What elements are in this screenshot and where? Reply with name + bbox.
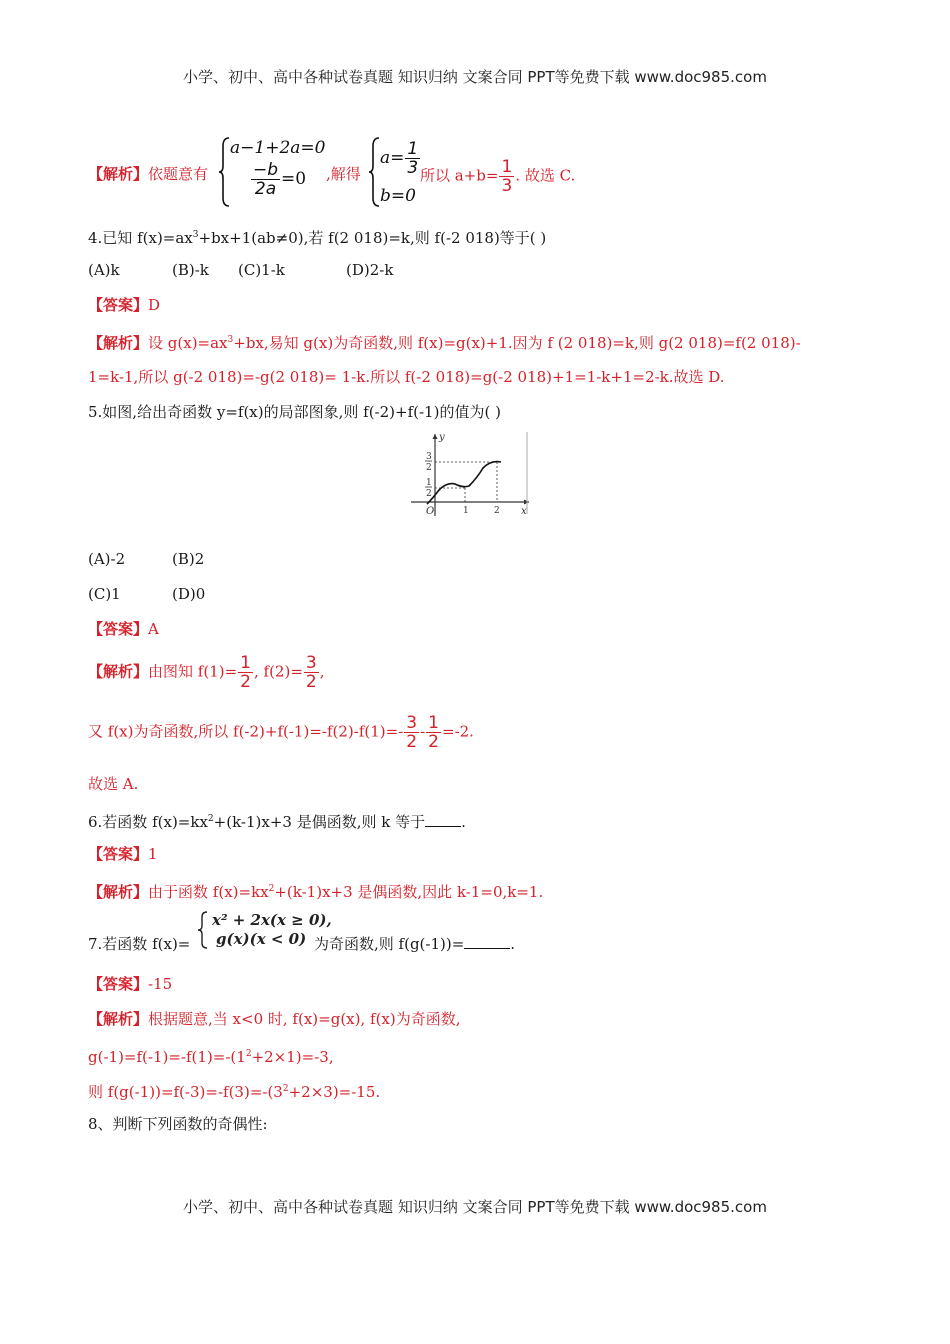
q3-sys2-row2: b=0: [380, 186, 416, 206]
q4-stem-sup: 3: [192, 230, 199, 240]
y-tick-1-den: 2: [426, 489, 432, 499]
q6-jiexi-b: +(k-1)x+3 是偶函数,因此 k-1=0,k=1.: [274, 883, 544, 901]
y-axis-arrow-icon: [433, 434, 438, 439]
q3-jiexi-text1: 依题意有: [148, 165, 209, 183]
q3-jiexi-text2: ,解得: [326, 165, 361, 183]
q7-stem-a: 7.若函数 f(x)=: [88, 935, 191, 953]
y-tick-3-num: 3: [426, 452, 432, 462]
q3-ans-den: 3: [501, 176, 513, 196]
q5-stem: 5.如图,给出奇函数 y=f(x)的局部图象,则 f(-2)+f(-1)的值为( ): [88, 403, 501, 421]
x-tick-1: 1: [463, 506, 469, 516]
q3-sys2-num: 1: [407, 139, 419, 159]
q3-sys1-row2: [250, 161, 306, 198]
q5-j2-f2-den: 2: [428, 732, 439, 752]
y-tick-1-num: 1: [426, 478, 432, 488]
y-axis-label: y: [439, 432, 445, 443]
q4-option-d: (D)2-k: [346, 261, 394, 279]
q7-jiexi2-a: g(-1)=f(-1)=-f(1)=-(1: [88, 1048, 246, 1066]
q3-jiexi-tag: 【解析】: [88, 165, 149, 183]
q7-jiexi2-b: +2×1)=-3,: [251, 1048, 334, 1066]
q3-text4: . 故选 C.: [515, 166, 576, 185]
q7-stem-b-text: 为奇函数,则 f(g(-1))=: [314, 935, 465, 953]
q4-option-b: (B)-k: [172, 261, 209, 279]
q4-stem-b: +bx+1(ab≠0),若 f(2 018)=k,则 f(-2 018)等于( ): [198, 229, 547, 247]
q5-option-a: (A)-2: [88, 550, 126, 568]
q6-answer: [88, 844, 158, 864]
q7-jiexi3-sup: 2: [282, 1084, 289, 1094]
q5-j2-f2-num: 1: [428, 713, 439, 733]
q4-jiexi1-a: 设 g(x)=ax: [148, 334, 228, 352]
q4-stem: [88, 225, 546, 248]
q6-jiexi-a: 由于函数 f(x)=kx: [148, 883, 269, 901]
q7-answer-value: -15: [148, 975, 173, 993]
q5-j2-f1-den: 2: [406, 732, 418, 752]
q7-answer: [88, 974, 172, 994]
q7-jiexi3-a: 则 f(g(-1))=f(-3)=-f(3)=-(3: [88, 1083, 283, 1101]
q3-sys1-rhs: =0: [281, 169, 307, 189]
q5-analysis-line2: [88, 714, 474, 751]
q3-ans-num: 1: [501, 157, 513, 177]
q5-answer: [88, 619, 159, 639]
q4-analysis-line1: [88, 330, 801, 353]
q5-answer-tag: 【答案】: [88, 620, 149, 638]
q6-answer-tag: 【答案】: [88, 845, 149, 863]
q5-j1-c: ,: [319, 662, 325, 681]
q5-j1-f2-den: 2: [305, 672, 317, 692]
q7-jiexi3-b: +2×3)=-15.: [288, 1083, 381, 1101]
q7-analysis-line2: [88, 1044, 334, 1067]
q6-stem-b: +(k-1)x+3 是偶函数,则 k 等于: [213, 813, 426, 831]
q5-j2-mid: -: [420, 722, 426, 741]
q3-sys2-den: 3: [407, 158, 419, 178]
q6-stem-a: 6.若函数 f(x)=kx: [88, 813, 208, 831]
q5-function-graph: [405, 428, 533, 518]
q6-answer-blank[interactable]: [425, 812, 461, 827]
q4-answer: [88, 295, 160, 315]
left-brace-icon: [196, 910, 210, 950]
q5-option-b: (B)2: [172, 550, 205, 568]
q5-j1-f2-num: 3: [305, 653, 317, 673]
q7-jiexi1: 根据题意,当 x<0 时, f(x)=g(x), f(x)为奇函数,: [148, 1010, 461, 1028]
q7-answer-blank[interactable]: [464, 934, 510, 949]
q4-answer-value: D: [148, 296, 161, 314]
x-tick-2: 2: [494, 506, 500, 516]
q7-jiexi2-sup: 2: [245, 1049, 252, 1059]
q5-j1-f1-num: 1: [240, 653, 251, 673]
page-header: 小学、初中、高中各种试卷真题 知识归纳 文案合同 PPT等免费下载 www.doc985.com: [183, 68, 767, 86]
q7-analysis-line3: [88, 1079, 380, 1102]
q5-jiexi-tag: 【解析】: [88, 662, 149, 681]
q5-j1-f1-den: 2: [240, 672, 251, 692]
q6-stem: [88, 809, 466, 832]
page-footer: 小学、初中、高中各种试卷真题 知识归纳 文案合同 PPT等免费下载 www.doc985.com: [183, 1198, 767, 1216]
q5-j1-a: 由图知 f(1)=: [148, 662, 238, 681]
function-curve: [427, 462, 501, 504]
q5-j1-b: , f(2)=: [253, 662, 303, 681]
q5-option-d: (D)0: [172, 585, 206, 603]
q4-analysis-line2: 1=k-1,所以 g(-2 018)=-g(2 018)= 1-k.所以 f(-2 018)=g(-2 018)+1=1-k+1=2-k.故选 D.: [88, 368, 725, 386]
q3-text3: 所以 a+b=: [420, 166, 499, 185]
q7-answer-tag: 【答案】: [88, 975, 149, 993]
q5-j2-f1-num: 3: [406, 713, 418, 733]
q4-jiexi1-b: +bx,易知 g(x)为奇函数,则 f(x)=g(x)+1.因为 f (2 018)=k,则 g(2 018)=f(2 018)-: [233, 334, 801, 352]
q5-answer-value: A: [148, 620, 159, 638]
q4-option-a: (A)k: [88, 261, 120, 279]
q3-sys1-row1: a−1+2a=0: [230, 138, 326, 158]
q7-stem-end: .: [510, 935, 516, 953]
x-axis-label: x: [521, 506, 527, 517]
q3-analysis-lead: [88, 164, 208, 184]
q8-stem: 8、判断下列函数的奇偶性:: [88, 1115, 268, 1133]
q3-sys2-lhs: a=: [380, 148, 405, 168]
q7-analysis-line1: [88, 1009, 461, 1029]
q3-conclusion: [420, 158, 575, 195]
q7-piece-row2: g(x)(x < 0): [216, 930, 307, 948]
q4-option-c: (C)1-k: [238, 261, 285, 279]
origin-label: O: [426, 506, 435, 517]
q6-stem-end: .: [461, 813, 466, 831]
q3-sys2-row1: [380, 140, 421, 177]
q6-analysis: [88, 879, 543, 902]
q3-sys1-num: −b: [253, 160, 279, 180]
q6-jiexi-tag: 【解析】: [88, 883, 149, 901]
q7-stem-b: [314, 934, 515, 954]
q5-analysis-line1: [88, 654, 325, 691]
q3-sys1-den: 2a: [254, 179, 277, 199]
q5-analysis-line3: 故选 A.: [88, 775, 139, 793]
q4-jiexi-tag: 【解析】: [88, 334, 149, 352]
q5-j2-b: =-2.: [442, 722, 474, 741]
q6-jiexi-sup: 2: [268, 884, 275, 894]
q6-stem-sup: 2: [207, 814, 214, 824]
y-tick-3-den: 2: [426, 463, 432, 473]
q4-jiexi1-sup: 3: [227, 335, 234, 345]
q5-option-c: (C)1: [88, 585, 121, 603]
q4-answer-tag: 【答案】: [88, 296, 149, 314]
q4-stem-a: 4.已知 f(x)=ax: [88, 229, 193, 247]
q7-jiexi-tag: 【解析】: [88, 1010, 149, 1028]
q6-answer-value: 1: [148, 845, 158, 863]
q5-j2-a: 又 f(x)为奇函数,所以 f(-2)+f(-1)=-f(2)-f(1)=-: [88, 722, 404, 741]
q7-piece-row1: x² + 2x(x ≥ 0),: [212, 911, 332, 929]
